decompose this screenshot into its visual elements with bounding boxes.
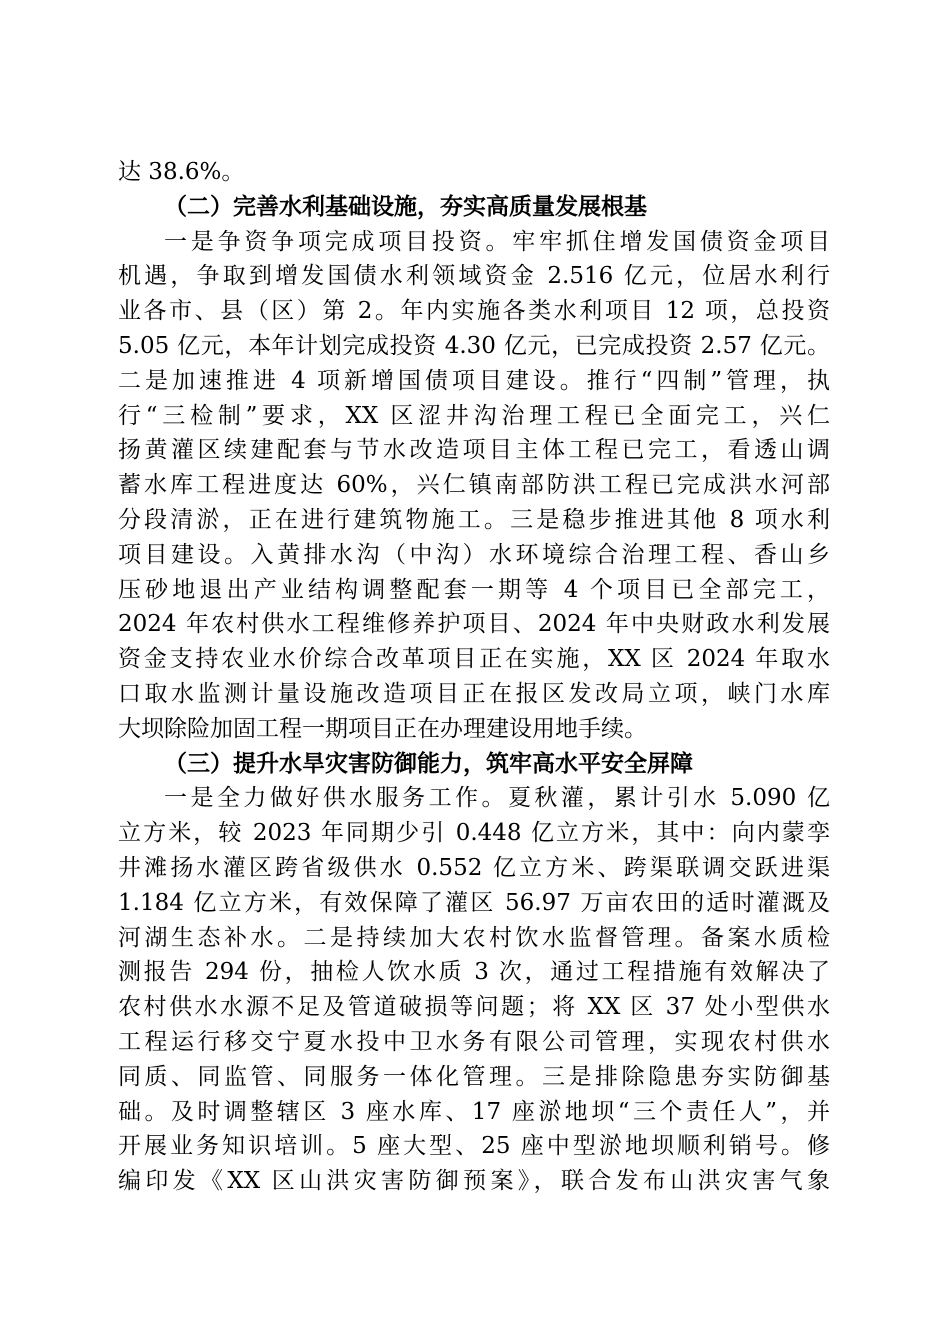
text-line: 同质、同监管、同服务一体化管理。三是排除隐患夯实防御基	[118, 1063, 830, 1090]
text-line: 编印发《XX 区山洪灾害防御预案》，联合发布山洪灾害气象	[118, 1168, 830, 1195]
text-line: 分段清淤，正在进行建筑物施工。三是稳步推进其他 8 项水利	[118, 506, 830, 533]
text-line: 立方米，较 2023 年同期少引 0.448 亿立方米，其中：向内蒙孪	[118, 820, 830, 847]
text-line: 大坝除险加固工程一期项目正在办理建设用地手续。	[118, 715, 647, 742]
text-line: 2024 年农村供水工程维修养护项目、2024 年中央财政水利发展	[118, 611, 830, 638]
text-line: 二是加速推进 4 项新增国债项目建设。推行“四制”管理，执	[118, 367, 830, 394]
text-line: 蓄水库工程进度达 60%，兴仁镇南部防洪工程已完成洪水河部	[118, 472, 830, 499]
text-line: 1.184 亿立方米，有效保障了灌区 56.97 万亩农田的适时灌溉及	[118, 889, 830, 916]
text-line: 业各市、县（区）第 2。年内实施各类水利项目 12 项，总投资	[118, 298, 830, 325]
text-line: 一是全力做好供水服务工作。夏秋灌，累计引水 5.090 亿	[164, 785, 830, 812]
text-line: 机遇，争取到增发国债水利领域资金 2.516 亿元，位居水利行	[118, 263, 830, 290]
section-heading-2: （二）完善水利基础设施，夯实高质量发展根基	[164, 192, 647, 220]
text-line: 口取水监测计量设施改造项目正在报区发改局立项，峡门水库	[118, 680, 830, 707]
text-line: 工程运行移交宁夏水投中卫水务有限公司管理，实现农村供水	[118, 1028, 830, 1055]
text-line: 项目建设。入黄排水沟（中沟）水环境综合治理工程、香山乡	[118, 541, 830, 568]
document-page	[118, 155, 830, 1199]
text-line: 资金支持农业水价综合改革项目正在实施，XX 区 2024 年取水	[118, 646, 830, 673]
text-line: 一是争资争项完成项目投资。牢牢抓住增发国债资金项目	[164, 228, 830, 255]
text-line: 压砂地退出产业结构调整配套一期等 4 个项目已全部完工，	[118, 576, 830, 603]
text-line: 达 38.6%。	[118, 159, 245, 185]
section-heading-3: （三）提升水旱灾害防御能力，筑牢高水平安全屏障	[164, 749, 693, 777]
text-line: 础。及时调整辖区 3 座水库、17 座淤地坝“三个责任人”，并	[118, 1098, 830, 1125]
text-line: 行“三检制”要求，XX 区涩井沟治理工程已全面完工，兴仁	[118, 402, 830, 429]
text-line: 农村供水水源不足及管道破损等问题；将 XX 区 37 处小型供水	[118, 994, 830, 1021]
text-line: 井滩扬水灌区跨省级供水 0.552 亿立方米、跨渠联调交跃进渠	[118, 854, 830, 881]
text-line: 开展业务知识培训。5 座大型、25 座中型淤地坝顺利销号。修	[118, 1133, 830, 1160]
text-line: 5.05 亿元，本年计划完成投资 4.30 亿元，已完成投资 2.57 亿元。	[118, 332, 830, 359]
text-line: 河湖生态补水。二是持续加大农村饮水监督管理。备案水质检	[118, 924, 830, 951]
text-line: 扬黄灌区续建配套与节水改造项目主体工程已完工，看透山调	[118, 437, 830, 464]
text-line: 测报告 294 份，抽检人饮水质 3 次，通过工程措施有效解决了	[118, 959, 830, 986]
